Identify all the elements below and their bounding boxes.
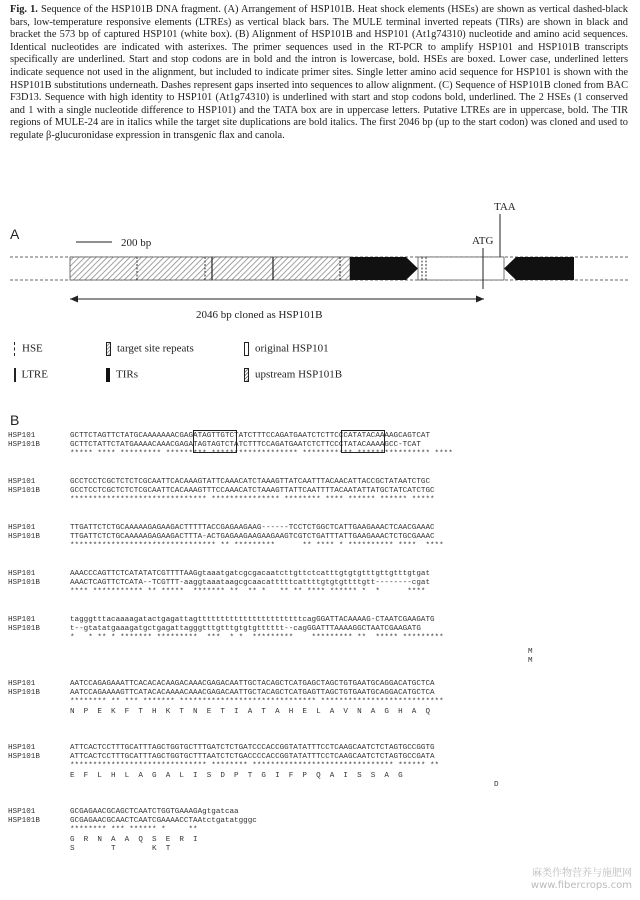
seq-name-bottom: HSP101B: [8, 487, 40, 495]
aa-line-top: N P E K F T H K T N E T I A T A H E L A V N A G H A Q: [70, 708, 431, 716]
legend-target-label: target site repeats: [117, 342, 194, 355]
seq-name-bottom: HSP101B: [8, 533, 40, 541]
caption-label: Fig. 1.: [10, 4, 38, 15]
seq-name-top: HSP101: [8, 524, 36, 532]
seq-line-bottom: ATTCACTCCTTTGCATTTAGCTGGTGCTTTAATCTCTGACCCCACCGGTATATTTCCTCAAGCAATCTCTAGTGCCGATA: [70, 753, 435, 761]
site-watermark: [531, 868, 632, 892]
watermark-line-2: www.fibercrops.com: [530, 880, 632, 891]
legend-tirs: [106, 368, 138, 382]
identity-stars: * * ** * ******* ********* *** * * ********* ********* ** ***** *********: [70, 634, 444, 642]
original-hsp101-region: [418, 257, 504, 280]
seq-name-top: HSP101: [8, 616, 36, 624]
seq-name-bottom: HSP101B: [8, 689, 40, 697]
watermark-line-1: 麻类作物营养与施肥网: [532, 868, 632, 879]
legend-target: [106, 342, 194, 356]
atg-label: ATG: [472, 235, 494, 247]
hse-box: [193, 430, 237, 453]
ltre-swatch-icon: [14, 368, 16, 382]
seq-line-top: AAACCCAGTTCTCATATATCGTTTTAAGgtaaatgatcgcgacaatcttgttctcatttgtgtgtttgttgtttgtgat: [70, 570, 431, 578]
taa-label: TAA: [494, 201, 516, 213]
hse-swatch-icon: [14, 342, 16, 356]
legend-ltre: [14, 368, 48, 382]
seq-name-bottom: HSP101B: [8, 817, 40, 825]
hse-box: [341, 430, 385, 453]
legend-upstream-label: upstream HSP101B: [255, 368, 343, 381]
caption-text: Sequence of the HSP101B DNA fragment. (A) Arrangement of HSP101B. Heat shock elements (HSEs) are shown as vertical dashed-black bars, low-temperature responsive elements (LTREs) as vertical black bars. The MULE terminal inverted repeats (TIRs) are shown in black and bracket the 573 bp of captured HSP101 (white box). (B) Alignment of HSP101B and HSP101 (At1g74310) nucleotide and amino acid sequences. Identical nucleotides are indicated with asterixes. The primer sequences used in the RT-PCR to amplify HSP101 and HSP101B transcripts specifically are underlined. Start and stop codons are in bold and the intron is lowercase, bold. HSEs are boxed. Lower case, underlined letters indicate sequence not used in the alignment, but included to indicate primer sites. Single letter amino acid sequence for HSP101 is shown with the HSP101B substitutions underneath. Dashes represent gaps inserted into sequences to allow alignment. (C) Sequence of HSP101B cloned from BAC F3D13. Sequence with high identity to HSP101 (At1g74310) is underlined with start and stop codons bold, underlined. The 2 HSEs (1 conserved and 1 with a single nucleotide difference to HSP101) and the TATA box are in uppercase letters. Putative LTREs are in uppercase, bold. The TIR regions of MULE-24 are in italics while the target site duplications are bold italics. The first 2046 bp (up to the start codon) was cloned and used to regulate β-glucuronidase expression in transgenic flax and canola.: [10, 4, 628, 141]
figure-caption: [10, 4, 628, 143]
legend-hse: [14, 342, 43, 356]
seq-line-top: GCGAGAACGCAGCTCAATCTGGTGAAAGAgtgatcaa: [70, 808, 239, 816]
arrowhead-right-icon: [476, 296, 484, 303]
seq-name-top: HSP101: [8, 478, 36, 486]
legend-hse-label: HSE: [22, 342, 43, 355]
seq-name-top: HSP101: [8, 432, 36, 440]
aa-line-top: E F L H L A G A L I S D P T G I F P Q A I S S A G: [70, 772, 403, 780]
identity-stars: ****************************** ******** ******************************* ****** **: [70, 762, 440, 770]
upstream-hsp101b-region: [70, 257, 350, 280]
seq-line-top: ATTCACTCCTTTGCATTTAGCTGGTGCTTTGATCTCTGATCCCACCGGTATATTTCCTCAAGCAATCTCTAGTGCCGGTG: [70, 744, 435, 752]
seq-line-top: TTGATTCTCTGCAAAAAGAGAAGACTTTTTACCGAGAAGAAG------TCCTCTGGCTCATTGAAGAAACTCAACGAAAC: [70, 524, 435, 532]
seq-line-bottom: TTGATTCTCTGCAAAAAGAGAAGACTTTA-ACTGAGAAGAAGAAGAAGTCGTCTGATTTATTGAAGAAACTCTGCGAAAC: [70, 533, 435, 541]
identity-stars: ***** **** ********* ********* ******************* *********** **************** ****: [70, 450, 453, 458]
tir-swatch-icon: [106, 368, 110, 382]
seq-line-bottom: GCCTCCTCGCTCTCTCGCAATTCACAAAGTTTCCAAACATCTAAAGTTATTCAATTTTACAATATTATGCTATCATCTGC: [70, 487, 435, 495]
aa-line-top: M: [528, 648, 533, 656]
legend-ltre-label: LTRE: [21, 368, 48, 381]
seq-line-top: tagggtttacaaaagatactgagattagtttttttttttttttttttttttcagGGATTACAAAAG-CTAATCGAAGATG: [70, 616, 435, 624]
arrowhead-left-icon: [70, 296, 78, 303]
legend-tirs-label: TIRs: [116, 368, 138, 381]
seq-line-bottom: t--gtatatgaaagatgctgagattagggtttgtttgtgtgtttttt--cagGGATTTAAAAGGCTAATCGAAGATG: [70, 625, 421, 633]
identity-stars: ****************************** *************** ******** **** ****** ****** *****: [70, 496, 435, 504]
seq-name-bottom: HSP101B: [8, 625, 40, 633]
seq-line-top: AATCCAGAGAAATTCACACACAAGACAAACGAGACAATTGCTACAGCTCATGAGCTAGCTGTGAATGCAGGACATGCTCA: [70, 680, 435, 688]
seq-name-top: HSP101: [8, 680, 36, 688]
seq-name-bottom: HSP101B: [8, 753, 40, 761]
seq-name-top: HSP101: [8, 744, 36, 752]
tir-left: [350, 257, 418, 280]
seq-name-bottom: HSP101B: [8, 441, 40, 449]
aa-line-bottom: S T K T: [70, 845, 171, 853]
scale-bar-label: 200 bp: [121, 237, 152, 249]
identity-stars: ******** *** ****** * **: [70, 826, 198, 834]
seq-name-top: HSP101: [8, 808, 36, 816]
target-swatch-icon: [106, 342, 111, 356]
aa-line-bottom: D: [494, 781, 499, 789]
panel-a-label: A: [10, 226, 20, 242]
identity-stars: ******************************** ** ********* ** **** * ********** **** ****: [70, 542, 444, 550]
seq-line-bottom: AATCCAGAAAAGTTCATACACAAAACAAACGAGACAATTGCTACAGCTCATGAGTTAGCTGTGAATGCAGGACATGCTCA: [70, 689, 435, 697]
legend-original-label: original HSP101: [255, 342, 329, 355]
seq-name-bottom: HSP101B: [8, 579, 40, 587]
identity-stars: **** *********** ** ***** ******* ** ** * ** ** **** ****** * * ****: [70, 588, 426, 596]
upstream-swatch-icon: [244, 368, 249, 382]
seq-line-bottom: GCGAGAACGCAACTCAATCGAAAACCTAAtctgatatgggc: [70, 817, 257, 825]
legend-upstream: [244, 368, 342, 382]
panel-b-label: B: [10, 412, 20, 428]
legend-original: [244, 342, 329, 356]
seq-line-bottom: AAACTCAGTTCTCATA--TCGTTT-aaggtaaataagcgcaacatttttcattttgtgtgttttgtt--------cgat: [70, 579, 431, 587]
tir-right: [504, 257, 574, 280]
original-swatch-icon: [244, 342, 249, 356]
seq-name-top: HSP101: [8, 570, 36, 578]
cloned-region-label: 2046 bp cloned as HSP101B: [196, 309, 323, 321]
identity-stars: ******** ** *** ******* ****************************** ***************************: [70, 698, 444, 706]
seq-line-top: GCTTCTAGTTCTATGCAAAAAAACGAGATAGTTGTCTATCTTTCCAGATGAATCTCTTCCCATATACAAAAGCAGTCAT: [70, 432, 431, 440]
aa-line-top: G R N A A Q S E R I: [70, 836, 198, 844]
seq-line-top: GCCTCCTCGCTCTCTCGCAATTCACAAAGTATTCAAACATCTAAAGTTATCAATTTACAACATTACCGCTATAATCTGC: [70, 478, 431, 486]
aa-line-bottom: M: [528, 657, 533, 665]
seq-line-bottom: GCTTCTATTCTATGAAAACAAACGAGATAGTAGTCTATCTTTCCAGATGAATCTCTTCCCTATACAAAAGCC-TCAT: [70, 441, 421, 449]
